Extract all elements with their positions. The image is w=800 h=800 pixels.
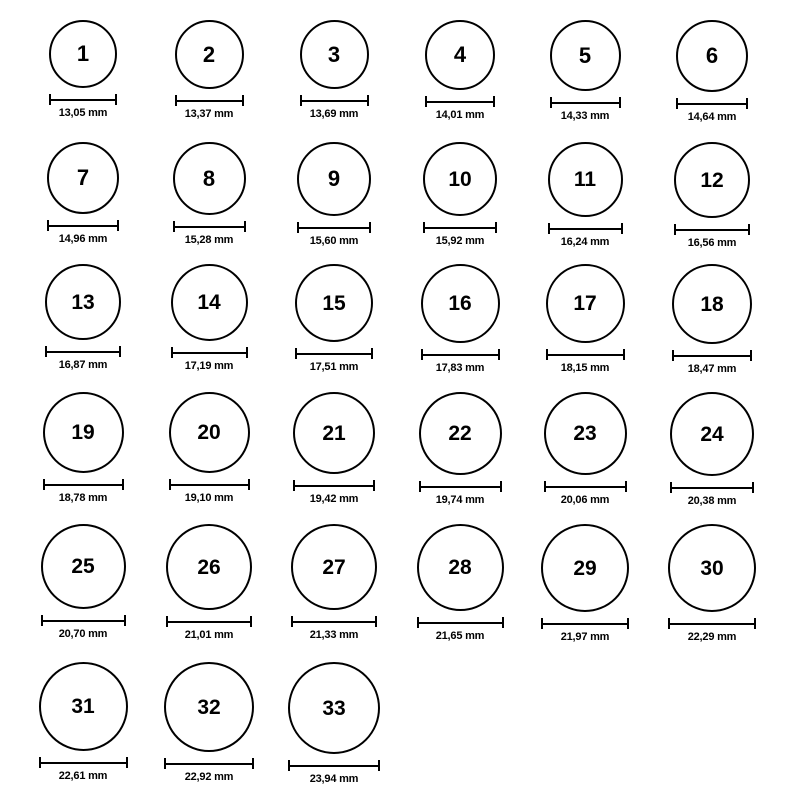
caliper-bar bbox=[45, 351, 121, 353]
ring-circle bbox=[293, 392, 375, 474]
ring-circle bbox=[546, 264, 625, 343]
caliper-tick-right bbox=[367, 95, 369, 106]
caliper-bar bbox=[49, 99, 117, 101]
measurement-caliper-icon bbox=[676, 98, 748, 108]
ring-size-number: 4 bbox=[453, 42, 467, 67]
ring-size-cell bbox=[667, 392, 757, 507]
caliper-tick-left bbox=[546, 349, 548, 360]
measurement-caliper-icon bbox=[425, 96, 495, 106]
ring-diameter-label: 17,51 mm bbox=[309, 361, 359, 373]
caliper-tick-left bbox=[164, 758, 166, 769]
caliper-tick-left bbox=[297, 222, 299, 233]
caliper-tick-left bbox=[41, 615, 43, 626]
measurement-caliper-icon bbox=[293, 480, 375, 490]
caliper-tick-left bbox=[421, 349, 423, 360]
measurement-caliper-icon bbox=[546, 349, 625, 359]
ring-size-number: 22 bbox=[448, 422, 472, 445]
caliper-bar bbox=[297, 227, 371, 229]
ring-size-cell bbox=[540, 392, 630, 506]
caliper-tick-right bbox=[752, 482, 754, 493]
ring-circle bbox=[672, 264, 752, 344]
caliper-bar bbox=[544, 486, 627, 488]
ring-circle bbox=[295, 264, 373, 342]
measurement-caliper-icon bbox=[41, 615, 126, 625]
ring-size-number: 8 bbox=[202, 165, 216, 191]
measurement-caliper-icon bbox=[300, 95, 369, 105]
ring-diameter-label: 22,29 mm bbox=[687, 631, 737, 643]
caliper-tick-right bbox=[748, 224, 750, 235]
caliper-tick-right bbox=[124, 615, 126, 626]
ring-size-cell bbox=[667, 142, 757, 249]
ring-diameter-label: 18,15 mm bbox=[560, 362, 610, 374]
caliper-tick-left bbox=[668, 618, 670, 629]
caliper-bar bbox=[419, 486, 502, 488]
ring-diameter-label: 14,33 mm bbox=[560, 110, 610, 122]
ring-size-number: 7 bbox=[76, 165, 90, 190]
ring-size-cell bbox=[289, 264, 379, 373]
caliper-bar bbox=[173, 226, 246, 228]
ring-circle bbox=[421, 264, 500, 343]
caliper-tick-right bbox=[250, 616, 252, 627]
ring-size-number: 9 bbox=[327, 166, 341, 191]
ring-circle bbox=[164, 662, 254, 752]
measurement-caliper-icon bbox=[670, 482, 754, 492]
ring-size-cell bbox=[540, 20, 630, 122]
ring-circle bbox=[668, 524, 756, 612]
caliper-bar bbox=[47, 225, 119, 227]
ring-size-cell bbox=[164, 20, 254, 120]
ring-circle bbox=[166, 524, 252, 610]
ring-size-cell bbox=[164, 392, 254, 504]
caliper-bar bbox=[164, 763, 254, 765]
ring-size-number: 14 bbox=[197, 291, 221, 314]
ring-circle bbox=[173, 142, 246, 215]
caliper-bar bbox=[548, 228, 623, 230]
ring-diameter-label: 22,92 mm bbox=[184, 771, 234, 783]
ring-size-number: 6 bbox=[705, 43, 719, 68]
caliper-bar bbox=[676, 103, 748, 105]
ring-circle bbox=[288, 662, 380, 754]
ring-size-number: 16 bbox=[448, 292, 472, 315]
caliper-tick-right bbox=[115, 94, 117, 105]
measurement-caliper-icon bbox=[544, 481, 627, 491]
ring-size-cell bbox=[289, 662, 379, 785]
caliper-bar bbox=[295, 353, 373, 355]
caliper-tick-left bbox=[300, 95, 302, 106]
ring-diameter-label: 21,65 mm bbox=[435, 630, 485, 642]
ring-circle bbox=[291, 524, 377, 610]
ring-circle bbox=[541, 524, 629, 612]
caliper-tick-left bbox=[171, 347, 173, 358]
ring-size-cell bbox=[38, 392, 128, 504]
caliper-tick-left bbox=[544, 481, 546, 492]
ring-circle bbox=[419, 392, 502, 475]
ring-size-cell bbox=[540, 524, 630, 643]
caliper-tick-right bbox=[246, 347, 248, 358]
caliper-bar bbox=[674, 229, 750, 231]
ring-circle bbox=[417, 524, 504, 611]
caliper-bar bbox=[670, 487, 754, 489]
ring-size-number: 31 bbox=[71, 695, 95, 718]
caliper-bar bbox=[541, 623, 629, 625]
measurement-caliper-icon bbox=[45, 346, 121, 356]
ring-circle bbox=[550, 20, 621, 91]
ring-diameter-label: 19,74 mm bbox=[435, 494, 485, 506]
caliper-tick-left bbox=[670, 482, 672, 493]
ring-diameter-label: 22,61 mm bbox=[58, 770, 108, 782]
ring-size-number: 25 bbox=[71, 555, 95, 578]
caliper-tick-left bbox=[166, 616, 168, 627]
measurement-caliper-icon bbox=[169, 479, 250, 489]
caliper-tick-right bbox=[252, 758, 254, 769]
measurement-caliper-icon bbox=[43, 479, 124, 489]
measurement-caliper-icon bbox=[417, 617, 504, 627]
caliper-bar bbox=[171, 352, 248, 354]
ring-circle bbox=[43, 392, 124, 473]
measurement-caliper-icon bbox=[297, 222, 371, 232]
ring-size-cell bbox=[415, 392, 505, 506]
caliper-tick-left bbox=[293, 480, 295, 491]
caliper-tick-right bbox=[625, 481, 627, 492]
caliper-tick-right bbox=[500, 481, 502, 492]
ring-size-cell bbox=[667, 20, 757, 123]
ring-diameter-label: 17,19 mm bbox=[184, 360, 234, 372]
ring-size-number: 19 bbox=[71, 421, 95, 444]
ring-diameter-label: 14,64 mm bbox=[687, 111, 737, 123]
ring-size-number: 20 bbox=[197, 421, 221, 444]
ring-diameter-label: 21,01 mm bbox=[184, 629, 234, 641]
ring-diameter-label: 13,37 mm bbox=[184, 108, 234, 120]
measurement-caliper-icon bbox=[175, 95, 244, 105]
ring-size-number: 30 bbox=[700, 556, 724, 580]
ring-size-cell bbox=[164, 662, 254, 783]
ring-size-cell bbox=[164, 264, 254, 372]
caliper-tick-left bbox=[169, 479, 171, 490]
caliper-tick-left bbox=[550, 97, 552, 108]
ring-size-number: 15 bbox=[322, 291, 346, 315]
ring-size-number: 32 bbox=[197, 695, 221, 719]
ring-diameter-label: 23,94 mm bbox=[309, 773, 359, 785]
ring-circle bbox=[674, 142, 750, 218]
measurement-caliper-icon bbox=[423, 222, 497, 232]
caliper-bar bbox=[550, 102, 621, 104]
caliper-bar bbox=[288, 765, 380, 767]
measurement-caliper-icon bbox=[421, 349, 500, 359]
ring-diameter-label: 20,06 mm bbox=[560, 494, 610, 506]
measurement-caliper-icon bbox=[171, 347, 248, 357]
ring-circle bbox=[41, 524, 126, 609]
caliper-bar bbox=[417, 622, 504, 624]
caliper-bar bbox=[293, 485, 375, 487]
ring-circle bbox=[297, 142, 371, 216]
caliper-bar bbox=[41, 620, 126, 622]
measurement-caliper-icon bbox=[39, 757, 128, 767]
caliper-bar bbox=[166, 621, 252, 623]
ring-diameter-label: 13,69 mm bbox=[309, 108, 359, 120]
ring-size-number: 11 bbox=[573, 168, 597, 191]
ring-size-cell bbox=[667, 524, 757, 643]
ring-circle bbox=[670, 392, 754, 476]
ring-size-cell bbox=[289, 392, 379, 505]
ring-size-number: 12 bbox=[700, 168, 724, 192]
caliper-tick-right bbox=[373, 480, 375, 491]
ring-diameter-label: 16,24 mm bbox=[560, 236, 610, 248]
ring-diameter-label: 18,78 mm bbox=[58, 492, 108, 504]
ring-size-cell bbox=[289, 524, 379, 641]
ring-diameter-label: 14,96 mm bbox=[58, 233, 108, 245]
caliper-tick-left bbox=[49, 94, 51, 105]
caliper-tick-left bbox=[43, 479, 45, 490]
caliper-tick-left bbox=[288, 760, 290, 771]
ring-size-cell bbox=[667, 264, 757, 375]
caliper-tick-left bbox=[676, 98, 678, 109]
ring-circle bbox=[169, 392, 250, 473]
ring-circle bbox=[544, 392, 627, 475]
caliper-tick-left bbox=[417, 617, 419, 628]
caliper-tick-right bbox=[754, 618, 756, 629]
caliper-tick-right bbox=[378, 760, 380, 771]
caliper-tick-right bbox=[498, 349, 500, 360]
caliper-bar bbox=[39, 762, 128, 764]
caliper-tick-left bbox=[548, 223, 550, 234]
caliper-tick-left bbox=[291, 616, 293, 627]
caliper-bar bbox=[546, 354, 625, 356]
measurement-caliper-icon bbox=[166, 616, 252, 626]
ring-diameter-label: 19,42 mm bbox=[309, 493, 359, 505]
measurement-caliper-icon bbox=[668, 618, 756, 628]
caliper-bar bbox=[668, 623, 756, 625]
ring-circle bbox=[423, 142, 497, 216]
ring-circle bbox=[45, 264, 121, 340]
ring-size-number: 23 bbox=[573, 422, 597, 445]
ring-size-number: 5 bbox=[578, 42, 592, 68]
caliper-tick-right bbox=[495, 222, 497, 233]
ring-size-number: 33 bbox=[322, 696, 346, 720]
measurement-caliper-icon bbox=[164, 758, 254, 768]
measurement-caliper-icon bbox=[419, 481, 502, 491]
caliper-bar bbox=[421, 354, 500, 356]
ring-size-number: 21 bbox=[322, 421, 346, 445]
measurement-caliper-icon bbox=[173, 221, 246, 231]
caliper-tick-right bbox=[746, 98, 748, 109]
ring-size-number: 10 bbox=[448, 167, 472, 191]
caliper-tick-right bbox=[371, 348, 373, 359]
caliper-tick-left bbox=[295, 348, 297, 359]
measurement-caliper-icon bbox=[49, 94, 117, 104]
measurement-caliper-icon bbox=[295, 348, 373, 358]
ring-size-cell bbox=[415, 20, 505, 121]
ring-circle bbox=[425, 20, 495, 90]
caliper-tick-right bbox=[627, 618, 629, 629]
ring-size-number: 24 bbox=[700, 422, 724, 446]
ring-diameter-label: 16,87 mm bbox=[58, 359, 108, 371]
caliper-tick-right bbox=[750, 350, 752, 361]
ring-size-number: 26 bbox=[197, 555, 221, 579]
ring-size-cell bbox=[289, 20, 379, 120]
measurement-caliper-icon bbox=[291, 616, 377, 626]
ring-size-number: 28 bbox=[448, 556, 472, 579]
ring-size-cell bbox=[540, 264, 630, 374]
caliper-tick-left bbox=[45, 346, 47, 357]
ring-circle bbox=[49, 20, 117, 88]
ring-size-cell bbox=[415, 264, 505, 374]
ring-size-cell bbox=[38, 264, 128, 371]
caliper-bar bbox=[291, 621, 377, 623]
ring-diameter-label: 21,97 mm bbox=[560, 631, 610, 643]
caliper-tick-right bbox=[244, 221, 246, 232]
ring-diameter-label: 19,10 mm bbox=[184, 492, 234, 504]
caliper-bar bbox=[423, 227, 497, 229]
caliper-tick-right bbox=[621, 223, 623, 234]
ring-size-cell bbox=[540, 142, 630, 248]
ring-size-cell bbox=[289, 142, 379, 247]
caliper-tick-right bbox=[122, 479, 124, 490]
caliper-bar bbox=[169, 484, 250, 486]
caliper-tick-right bbox=[126, 757, 128, 768]
ring-circle bbox=[300, 20, 369, 89]
caliper-tick-left bbox=[541, 618, 543, 629]
caliper-tick-left bbox=[672, 350, 674, 361]
ring-diameter-label: 21,33 mm bbox=[309, 629, 359, 641]
caliper-bar bbox=[43, 484, 124, 486]
ring-diameter-label: 15,28 mm bbox=[184, 234, 234, 246]
ring-size-number: 17 bbox=[573, 292, 597, 315]
ring-diameter-label: 14,01 mm bbox=[435, 109, 485, 121]
ring-size-cell bbox=[38, 524, 128, 640]
ring-circle bbox=[548, 142, 623, 217]
measurement-caliper-icon bbox=[550, 97, 621, 107]
ring-diameter-label: 20,38 mm bbox=[687, 495, 737, 507]
caliper-tick-right bbox=[119, 346, 121, 357]
ring-circle bbox=[39, 662, 128, 751]
ring-circle bbox=[175, 20, 244, 89]
ring-size-cell bbox=[38, 20, 128, 119]
caliper-bar bbox=[300, 100, 369, 102]
ring-size-cell bbox=[164, 142, 254, 246]
ring-size-number: 1 bbox=[76, 41, 90, 66]
caliper-tick-left bbox=[674, 224, 676, 235]
caliper-tick-right bbox=[619, 97, 621, 108]
ring-size-number: 13 bbox=[71, 290, 95, 314]
caliper-bar bbox=[175, 100, 244, 102]
caliper-tick-left bbox=[175, 95, 177, 106]
ring-diameter-label: 13,05 mm bbox=[58, 107, 108, 119]
ring-diameter-label: 15,92 mm bbox=[435, 235, 485, 247]
caliper-bar bbox=[425, 101, 495, 103]
caliper-tick-right bbox=[117, 220, 119, 231]
ring-diameter-label: 17,83 mm bbox=[435, 362, 485, 374]
caliper-tick-right bbox=[623, 349, 625, 360]
caliper-tick-left bbox=[423, 222, 425, 233]
caliper-tick-right bbox=[242, 95, 244, 106]
ring-size-cell bbox=[38, 662, 128, 782]
ring-circle bbox=[171, 264, 248, 341]
ring-diameter-label: 20,70 mm bbox=[58, 628, 108, 640]
ring-diameter-label: 15,60 mm bbox=[309, 235, 359, 247]
caliper-tick-right bbox=[502, 617, 504, 628]
measurement-caliper-icon bbox=[47, 220, 119, 230]
ring-size-number: 29 bbox=[573, 556, 597, 580]
caliper-tick-right bbox=[493, 96, 495, 107]
ring-size-number: 3 bbox=[327, 41, 341, 67]
caliper-tick-left bbox=[425, 96, 427, 107]
caliper-tick-left bbox=[419, 481, 421, 492]
ring-size-cell bbox=[164, 524, 254, 641]
measurement-caliper-icon bbox=[674, 224, 750, 234]
caliper-tick-right bbox=[248, 479, 250, 490]
ring-size-number: 27 bbox=[322, 555, 346, 579]
caliper-tick-left bbox=[39, 757, 41, 768]
ring-circle bbox=[47, 142, 119, 214]
measurement-caliper-icon bbox=[548, 223, 623, 233]
ring-size-cell bbox=[415, 524, 505, 642]
caliper-tick-right bbox=[375, 616, 377, 627]
ring-circle bbox=[676, 20, 748, 92]
measurement-caliper-icon bbox=[541, 618, 629, 628]
measurement-caliper-icon bbox=[288, 760, 380, 770]
measurement-caliper-icon bbox=[672, 350, 752, 360]
caliper-tick-left bbox=[173, 221, 175, 232]
ring-size-cell bbox=[415, 142, 505, 247]
ring-size-number: 2 bbox=[202, 41, 216, 67]
caliper-tick-right bbox=[369, 222, 371, 233]
caliper-tick-left bbox=[47, 220, 49, 231]
ring-diameter-label: 18,47 mm bbox=[687, 363, 737, 375]
ring-diameter-label: 16,56 mm bbox=[687, 237, 737, 249]
ring-size-number: 18 bbox=[700, 292, 724, 316]
ring-size-cell bbox=[38, 142, 128, 245]
caliper-bar bbox=[672, 355, 752, 357]
